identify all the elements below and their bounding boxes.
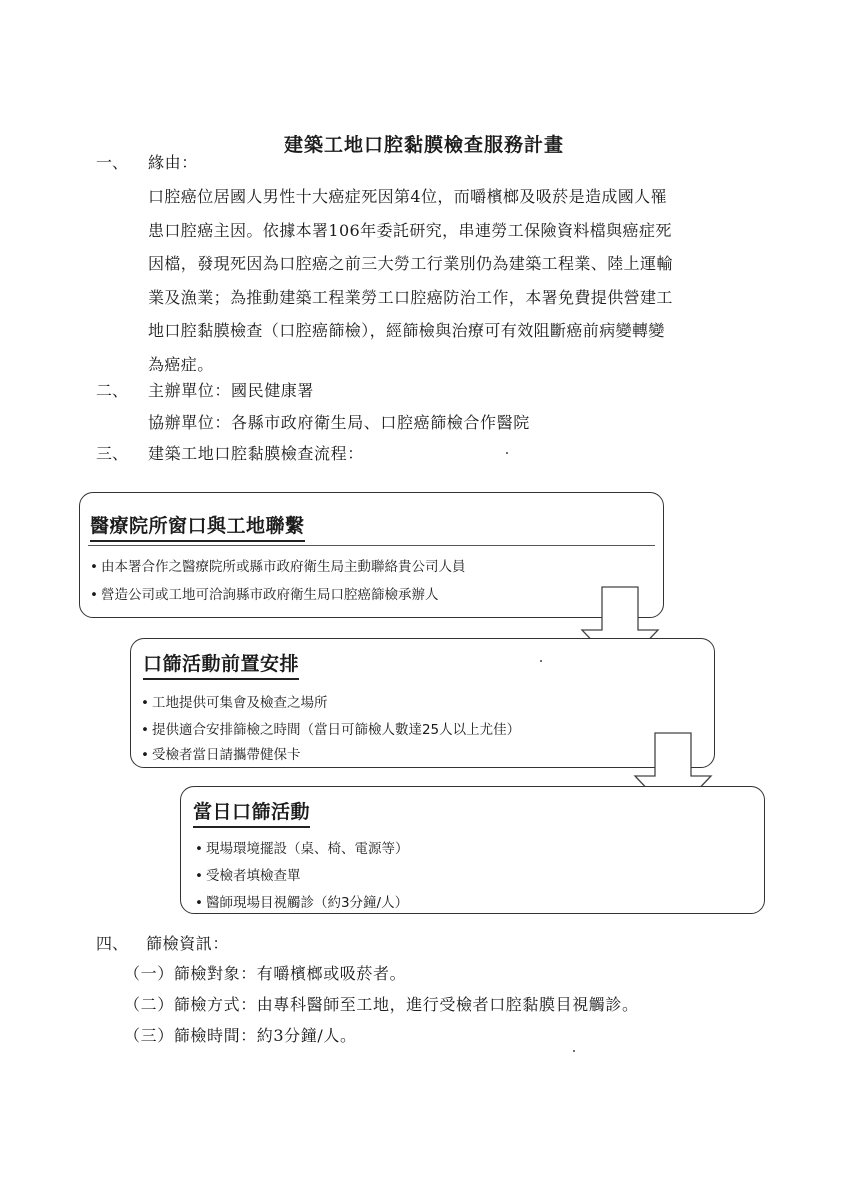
section-4-number: 四、 bbox=[96, 934, 129, 953]
screening-method: （二）篩檢方式：由專科醫師至工地，進行受檢者口腔黏膜目視觸診。 bbox=[124, 995, 639, 1014]
paragraph-line: 為癌症。 bbox=[148, 354, 214, 374]
flow-step-1-box bbox=[79, 492, 664, 618]
section-1-paragraph bbox=[148, 180, 752, 382]
section-1-number: 一、 bbox=[96, 153, 129, 172]
paragraph-line: 業及漁業；為推動建築工程業勞工口腔癌防治工作，本署免費提供營建工 bbox=[148, 287, 673, 307]
flow-step-2-item: • 工地提供可集會及檢查之場所 bbox=[141, 691, 327, 711]
flow-step-3-item: • 受檢者填檢查單 bbox=[195, 864, 300, 884]
flow-step-1-item: • 營造公司或工地可洽詢縣市政府衛生局口腔癌篩檢承辦人 bbox=[90, 583, 438, 603]
divider bbox=[88, 545, 655, 546]
flow-step-3-item: • 現場環境擺設（桌、椅、電源等） bbox=[195, 837, 408, 857]
organizer: 主辦單位：國民健康署 bbox=[148, 381, 315, 400]
flow-step-2-title: 口篩活動前置安排 bbox=[143, 649, 299, 680]
scan-speck bbox=[573, 1050, 575, 1052]
flow-step-2-item: • 受檢者當日請攜帶健保卡 bbox=[141, 743, 300, 763]
flow-step-1-title: 醫療院所窗口與工地聯繫 bbox=[90, 511, 305, 542]
flow-step-1-item: • 由本署合作之醫療院所或縣市政府衛生局主動聯絡貴公司人員 bbox=[90, 555, 465, 575]
section-3-number: 三、 bbox=[96, 444, 129, 463]
section-2-number: 二、 bbox=[96, 381, 129, 400]
section-4-heading: 篩檢資訊： bbox=[146, 934, 230, 953]
scan-speck bbox=[540, 660, 542, 662]
scan-speck bbox=[506, 452, 508, 454]
screening-time: （三）篩檢時間：約3分鐘/人。 bbox=[124, 1026, 357, 1045]
page-title: 建築工地口腔黏膜檢查服務計畫 bbox=[283, 134, 564, 156]
screening-target: （一）篩檢對象：有嚼檳榔或吸菸者。 bbox=[124, 964, 407, 983]
flow-step-2-item: • 提供適合安排篩檢之時間（當日可篩檢人數達25人以上尤佳） bbox=[141, 718, 520, 738]
flow-step-3-title: 當日口篩活動 bbox=[193, 797, 310, 828]
co-organizer: 協辦單位：各縣市政府衛生局、口腔癌篩檢合作醫院 bbox=[148, 413, 530, 432]
paragraph-line: 地口腔黏膜檢查（口腔癌篩檢），經篩檢與治療可有效阻斷癌前病變轉變 bbox=[148, 321, 665, 341]
paragraph-line: 因檔，發現死因為口腔癌之前三大勞工行業別仍為建築工程業、陸上運輸 bbox=[148, 254, 673, 274]
flow-step-2-box bbox=[130, 638, 715, 768]
flow-step-3-item: • 醫師現場目視觸診（約3分鐘/人） bbox=[195, 891, 408, 911]
paragraph-line: 口腔癌位居國人男性十大癌症死因第4位，而嚼檳榔及吸菸是造成國人罹 bbox=[148, 187, 667, 206]
flow-step-3-box bbox=[180, 786, 765, 914]
paragraph-line: 患口腔癌主因。依據本署106年委託研究，串連勞工保險資料檔與癌症死 bbox=[148, 220, 672, 240]
section-1-heading: 緣由： bbox=[148, 153, 198, 172]
section-3-heading: 建築工地口腔黏膜檢查流程： bbox=[148, 444, 364, 463]
